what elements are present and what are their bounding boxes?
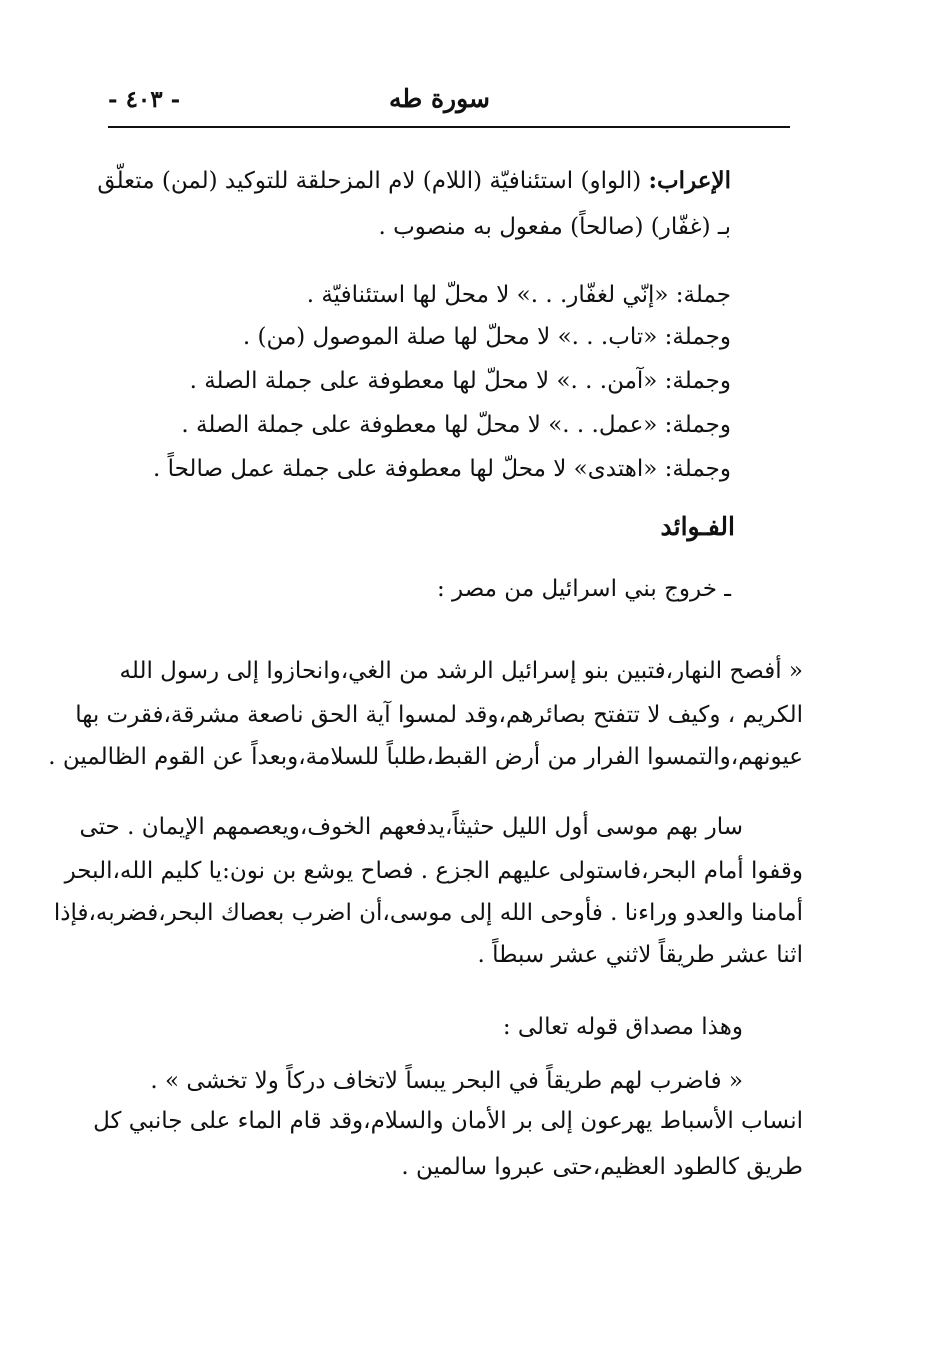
paragraph-line: أمامنا والعدو وراءنا . فأوحى الله إلى موسى،أن اضرب بعصاك البحر،فضربه،فإذا	[53, 900, 803, 926]
paragraph-line: اثنا عشر طريقاً لاثني عشر سبطاً .	[477, 942, 803, 968]
paragraph-line: وقفوا أمام البحر،فاستولى عليهم الجزع . فصاح يوشع بن نون:يا كليم الله،البحر	[64, 858, 803, 884]
paragraph-line: وهذا مصداق قوله تعالى :	[502, 1014, 743, 1040]
surah-title: سورة طه	[388, 84, 490, 113]
paragraph-line: طريق كالطود العظيم،حتى عبروا سالمين .	[401, 1154, 803, 1180]
jumla-line: وجملة: «آمن. . .» لا محلّ لها معطوفة على جملة الصلة .	[189, 368, 731, 394]
paragraph-line: عيونهم،والتمسوا الفرار من أرض القبط،طلباً للسلامة،وبعداً عن القوم الظالمين .	[48, 744, 803, 770]
page-number: - ٤٠٣ -	[108, 86, 181, 113]
irab-text: (الواو) استئنافيّة (اللام) لام المزحلقة للتوكيد (لمن) متعلّق	[97, 168, 649, 194]
section-subheading: ـ خروج بني اسرائيل من مصر :	[436, 576, 731, 602]
jumla-line: جملة: «إنّي لغفّار. . .» لا محلّ لها استئنافيّة .	[306, 282, 731, 308]
paragraph-line: « أفصح النهار،فتبين بنو إسرائيل الرشد من الغي،وانحازوا إلى رسول الله	[119, 658, 803, 684]
header-rule	[108, 126, 790, 128]
irab-text-2: بـ (غفّار) (صالحاً) مفعول به منصوب .	[378, 214, 731, 240]
irab-line-1	[97, 166, 731, 196]
irab-line-2	[378, 212, 731, 242]
section-title: الفـوائد	[660, 512, 735, 541]
jumla-line: وجملة: «عمل. . .» لا محلّ لها معطوفة على جملة الصلة .	[181, 412, 731, 438]
paragraph-line: انساب الأسباط يهرعون إلى بر الأمان والسلام،وقد قام الماء على جانبي كل	[93, 1108, 803, 1134]
page-header	[108, 78, 790, 122]
paragraph-line: الكريم ، وكيف لا تتفتح بصائرهم،وقد لمسوا آية الحق ناصعة مشرقة،فقرت بها	[75, 702, 803, 728]
quran-quote: « فاضرب لهم طريقاً في البحر يبساً لاتخاف دركاً ولا تخشى » .	[150, 1068, 743, 1094]
irab-label: الإعراب:	[648, 167, 731, 194]
jumla-line: وجملة: «تاب. . .» لا محلّ لها صلة الموصول (من) .	[242, 324, 731, 350]
jumla-line: وجملة: «اهتدى» لا محلّ لها معطوفة على جملة عمل صالحاً .	[152, 456, 731, 482]
paragraph-line: سار بهم موسى أول الليل حثيثاً،يدفعهم الخوف،ويعصمهم الإيمان . حتى	[79, 814, 743, 840]
